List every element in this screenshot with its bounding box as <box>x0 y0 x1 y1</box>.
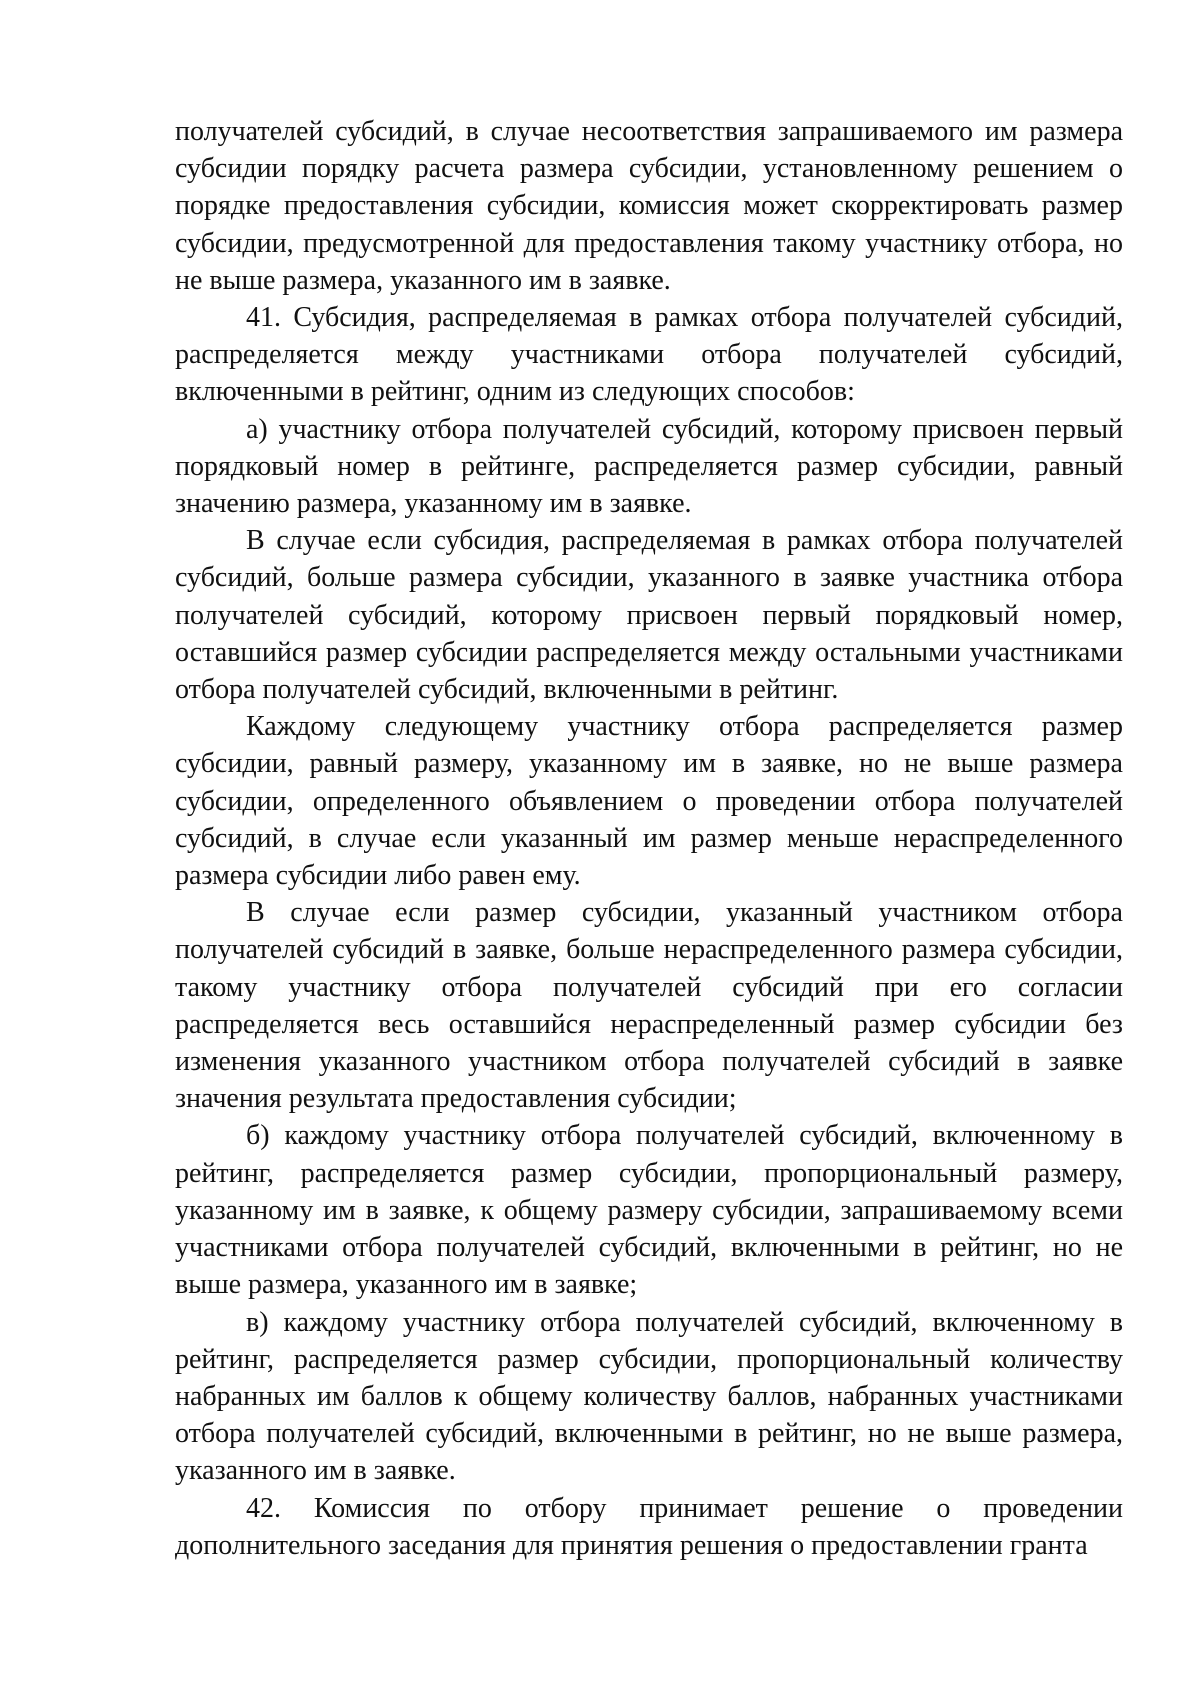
paragraph-each-next-participant: Каждому следующему участнику отбора распределяется размер субсидии, равный размеру, указанному им в заявке, но не выше размера субсидии, определенного объявлением о проведении отбора получателей субсидий, в случае если указанный им размер меньше нераспределенного размера субсидии либо равен ему. <box>175 711 1123 892</box>
document-body <box>175 113 1123 1564</box>
paragraph-remaining-subsidy: В случае если субсидия, распределяемая в рамках отбора получателей субсидий, больше размера субсидии, указанного в заявке участника отбора получателей субсидий, которому присвоен первый порядковый номер, оставшийся размер субсидии распределяется между остальными участниками отбора получателей субсидий, включенными в рейтинг. <box>175 525 1123 706</box>
paragraph-item-41: 41. Субсидия, распределяемая в рамках отбора получателей субсидий, распределяется между участниками отбора получателей субсидий, включенными в рейтинг, одним из следующих способов: <box>175 302 1123 408</box>
paragraph-exceeding-amount: В случае если размер субсидии, указанный участником отбора получателей субсидий в заявке, больше нераспределенного размера субсидии, такому участнику отбора получателей субсидий при его согласии распределяется весь оставшийся нераспределенный размер субсидии без изменения указанного участником отбора получателей субсидий в заявке значения результата предоставления субсидии; <box>175 897 1123 1115</box>
paragraph-item-41-a: а) участнику отбора получателей субсидий, которому присвоен первый порядковый номер в рейтинге, распределяется размер субсидии, равный значению размера, указанному им в заявке. <box>175 413 1123 520</box>
paragraph-item-42: 42. Комиссия по отбору принимает решение о проведении дополнительного заседания для принятия решения о предоставлении гранта <box>175 1492 1123 1561</box>
paragraph-continuation: получателей субсидий, в случае несоответствия запрашиваемого им размера субсидии порядку расчета размера субсидии, установленному решением о порядке предоставления субсидии, комиссия может скорректировать размер субсидии, предусмотренной для предоставления такому участнику отбора, но не выше размера, указанного им в заявке. <box>175 116 1123 296</box>
paragraph-item-41-v: в) каждому участнику отбора получателей субсидий, включенному в рейтинг, распределяется размер субсидии, пропорциональный количеству набранных им баллов к общему количеству баллов, набранных участниками отбора получателей субсидий, включенными в рейтинг, но не выше размера, указанного им в заявке. <box>175 1306 1123 1487</box>
paragraph-item-41-b: б) каждому участнику отбора получателей субсидий, включенному в рейтинг, распределяется размер субсидии, пропорциональный размеру, указанному им в заявке, к общему размеру субсидии, запрашиваемому всеми участниками отбора получателей субсидий, включенными в рейтинг, но не выше размера, указанного им в заявке; <box>175 1120 1123 1301</box>
